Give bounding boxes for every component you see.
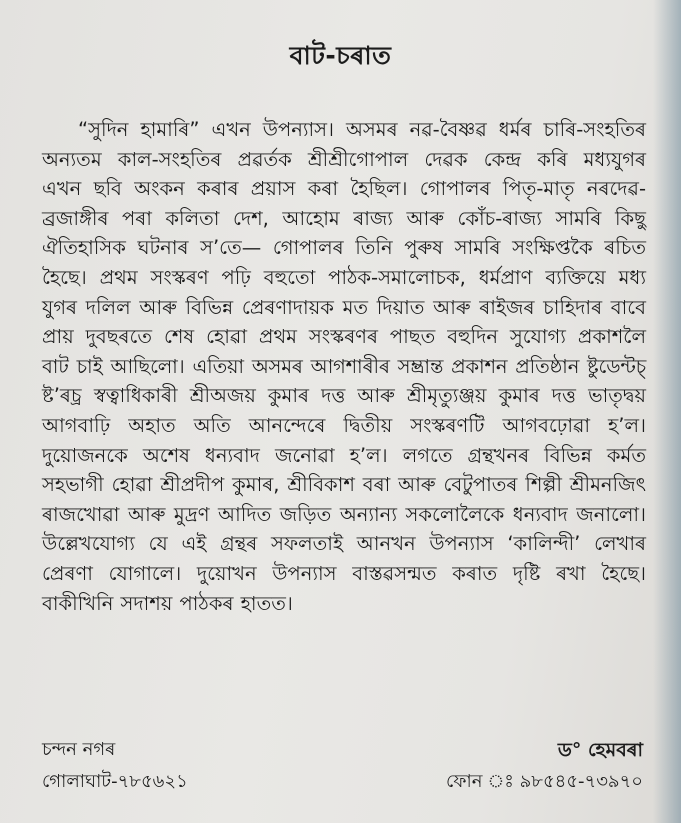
body-line: ষ্ট’ৰচ্ৰ স্বত্বাধিকাৰী শ্ৰীঅজয় কুমাৰ দত্ত আৰু শ্ৰীমৃত্যুঞ্জয় কুমাৰ দত্ত ভাতৃদ্বয় [42, 384, 646, 408]
place-name: চন্দন নগৰ [42, 739, 116, 760]
body-line: আগবাঢ়ি অহাত অতি আনন্দেৰে দ্বিতীয় সংস্কৰণটি আগবঢ়োৱা হ’ল। [42, 413, 646, 437]
body-line: ব্ৰজাঙ্গীৰ পৰা কলিতা দেশ, আহোম ৰাজ্য আৰু কোঁচ-ৰাজ্য সামৰি কিছু [42, 206, 646, 230]
body-line: ঐতিহাসিক ঘটনাৰ স’তে— গোপালৰ তিনি পুৰুষ সামৰি সংক্ষিপ্তকৈ ৰচিত [42, 236, 646, 260]
body-line: প্ৰেৰণা যোগালে। দুয়োখন উপন্যাস বাস্তৱসন্মত কৰাত দৃষ্টি ৰখা হৈছে। [42, 561, 646, 585]
body-line: এখন ছবি অংকন কৰাৰ প্ৰয়াস কৰা হৈছিল। গোপালৰ পিতৃ-মাতৃ নৰদেৱ- [42, 177, 646, 201]
body-line: অন্যতম কাল-সংহতিৰ প্ৰৱৰ্তক শ্ৰীশ্ৰীগোপাল দেৱক কেন্দ্ৰ কৰি মধ্যযুগৰ [42, 147, 646, 171]
body-line: ৰাজখোৱা আৰু মুদ্ৰণ আদিত জড়িত অন্যান্য সকলোলৈকে ধন্যবাদ জনালো। [42, 502, 646, 526]
body-line: যুগৰ দলিল আৰু বিভিন্ন প্ৰেৰণাদায়ক মত দিয়াত আৰু ৰাইজৰ চাহিদাৰ বাবে [42, 295, 646, 319]
author-name: ড° হেমবৰা [557, 739, 643, 761]
preface-body [42, 115, 646, 618]
body-line: হৈছে। প্ৰথম সংস্কৰণ পঢ়ি বহুতো পাঠক-সমালোচক, ধৰ্মপ্ৰাণ ব্যক্তিয়ে মধ্য [42, 265, 646, 289]
body-line: বাট চাই আছিলো। এতিয়া অসমৰ আগশাৰীৰ সম্ভ্ৰান্ত প্ৰকাশন প্ৰতিষ্ঠান ষ্টুডেন্টচ্ [42, 354, 646, 378]
body-line: বাকীখিনি সদাশয় পাঠকৰ হাতত। [42, 591, 293, 615]
signature-author-block [446, 734, 643, 798]
signature-place-block [42, 734, 188, 798]
body-line: “সুদিন হামাৰি” এখন উপন্যাস। অসমৰ নৱ-বৈষ্ণৱ ধৰ্মৰ চাৰি-সংহতিৰ [78, 118, 646, 141]
body-line: প্ৰায় দুবছৰতে শেষ হোৱা প্ৰথম সংস্কৰণৰ পাছত বহুদিন সুযোগ্য প্ৰকাশলৈ [42, 325, 646, 349]
body-line: উল্লেখযোগ্য যে এই গ্ৰন্থৰ সফলতাই আনখন উপন্যাস ‘কালিন্দী’ লেখাৰ [42, 532, 646, 556]
body-line: দুয়োজনকে অশেষ ধন্যবাদ জনোৱা হ’ল। লগতে গ্ৰন্থখনৰ বিভিন্ন কৰ্মত [42, 443, 646, 467]
place-postal: গোলাঘাট-৭৮৫৬২১ [42, 771, 188, 792]
page-title: বাট-চৰাত [289, 41, 392, 70]
body-line: সহভাগী হোৱা শ্ৰীপ্ৰদীপ কুমাৰ, শ্ৰীবিকাশ বৰা আৰু বেটুপাতৰ শিল্পী শ্ৰীমনজিৎ [42, 473, 646, 497]
author-phone: ফোন ঃ ৯৮৫৪৫-৭৩৯৭০ [446, 771, 643, 792]
